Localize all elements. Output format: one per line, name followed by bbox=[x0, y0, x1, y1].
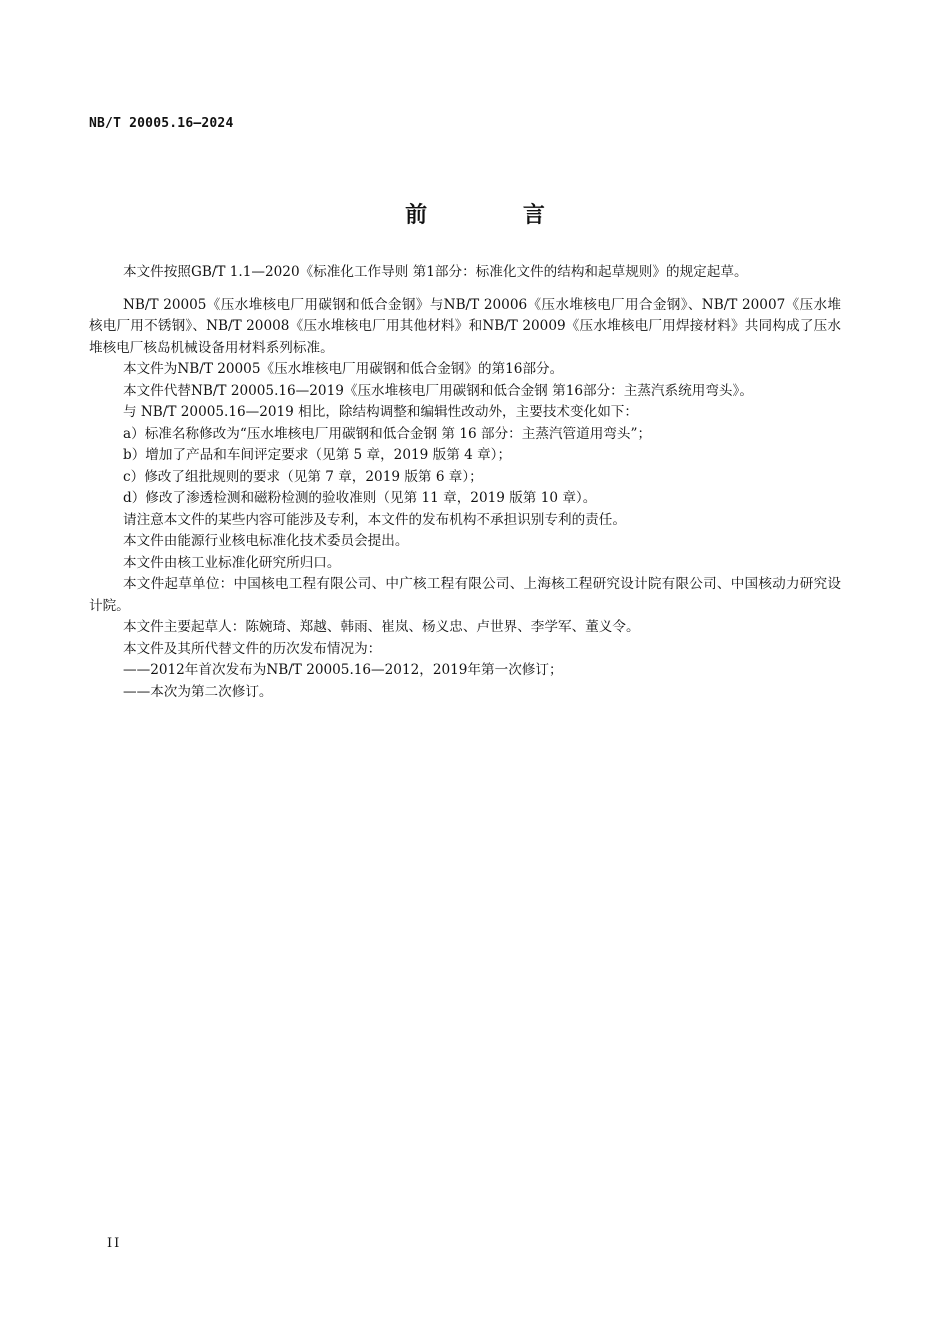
list-item-change-a: a）标准名称修改为“压水堆核电厂用碳钢和低合金钢 第 16 部分：主蒸汽管道用弯头”； bbox=[123, 425, 652, 442]
para-changes-intro: 与 NB/T 20005.16—2019 相比，除结构调整和编辑性改动外，主要技术变化如下： bbox=[123, 404, 638, 420]
page-number: II bbox=[107, 1236, 122, 1251]
para-release-history-intro: 本文件及其所代替文件的历次发布情况为： bbox=[123, 640, 382, 657]
foreword-body bbox=[89, 262, 841, 703]
para-main-drafters: 本文件主要起草人：陈婉琦、郑越、韩雨、崔岚、杨义忠、卢世界、李学军、董义令。 bbox=[123, 619, 640, 635]
list-item-change-c: c）修改了组批规则的要求（见第 7 章，2019 版第 6 章）； bbox=[123, 468, 483, 485]
list-item-history-current: ——本次为第二次修订。 bbox=[123, 683, 273, 700]
para-under-jurisdiction: 本文件由核工业标准化研究所归口。 bbox=[123, 554, 341, 571]
para-part-number: 本文件为NB/T 20005《压水堆核电厂用碳钢和低合金钢》的第16部分。 bbox=[123, 361, 564, 377]
para-patent-notice: 请注意本文件的某些内容可能涉及专利，本文件的发布机构不承担识别专利的责任。 bbox=[123, 511, 626, 528]
para-drafting-units: 本文件起草单位：中国核电工程有限公司、中广核工程有限公司、上海核工程研究设计院有限公司、中国核动力研究设计院。 bbox=[89, 576, 841, 614]
para-replaces: 本文件代替NB/T 20005.16—2019《压水堆核电厂用碳钢和低合金钢 第16部分：主蒸汽系统用弯头》。 bbox=[123, 382, 753, 399]
list-item-history-first: ——2012年首次发布为NB/T 20005.16—2012，2019年第一次修订； bbox=[123, 662, 563, 678]
list-item-change-d: d）修改了渗透检测和磁粉检测的验收准则（见第 11 章，2019 版第 10 章）。 bbox=[123, 490, 597, 506]
list-item-change-b: b）增加了产品和车间评定要求（见第 5 章，2019 版第 4 章）； bbox=[123, 447, 512, 463]
para-series-standards: NB/T 20005《压水堆核电厂用碳钢和低合金钢》与NB/T 20006《压水堆核电厂用合金钢》、NB/T 20007《压水堆核电厂用不锈钢》、NB/T 20008《压水堆核电厂用其他材料》和NB/T 20009《压水堆核电厂用焊接材料》共同构成了压水堆核电厂核岛机械设备用材料系列标准。 bbox=[89, 296, 841, 356]
para-proposed-by: 本文件由能源行业核电标准化技术委员会提出。 bbox=[123, 533, 409, 549]
standard-code: NB/T 20005.16—2024 bbox=[89, 116, 234, 131]
para-drafting-rules: 本文件按照GB/T 1.1—2020《标准化工作导则 第1部分：标准化文件的结构和起草规则》的规定起草。 bbox=[123, 264, 748, 280]
page-title: 前 言 bbox=[405, 203, 589, 228]
